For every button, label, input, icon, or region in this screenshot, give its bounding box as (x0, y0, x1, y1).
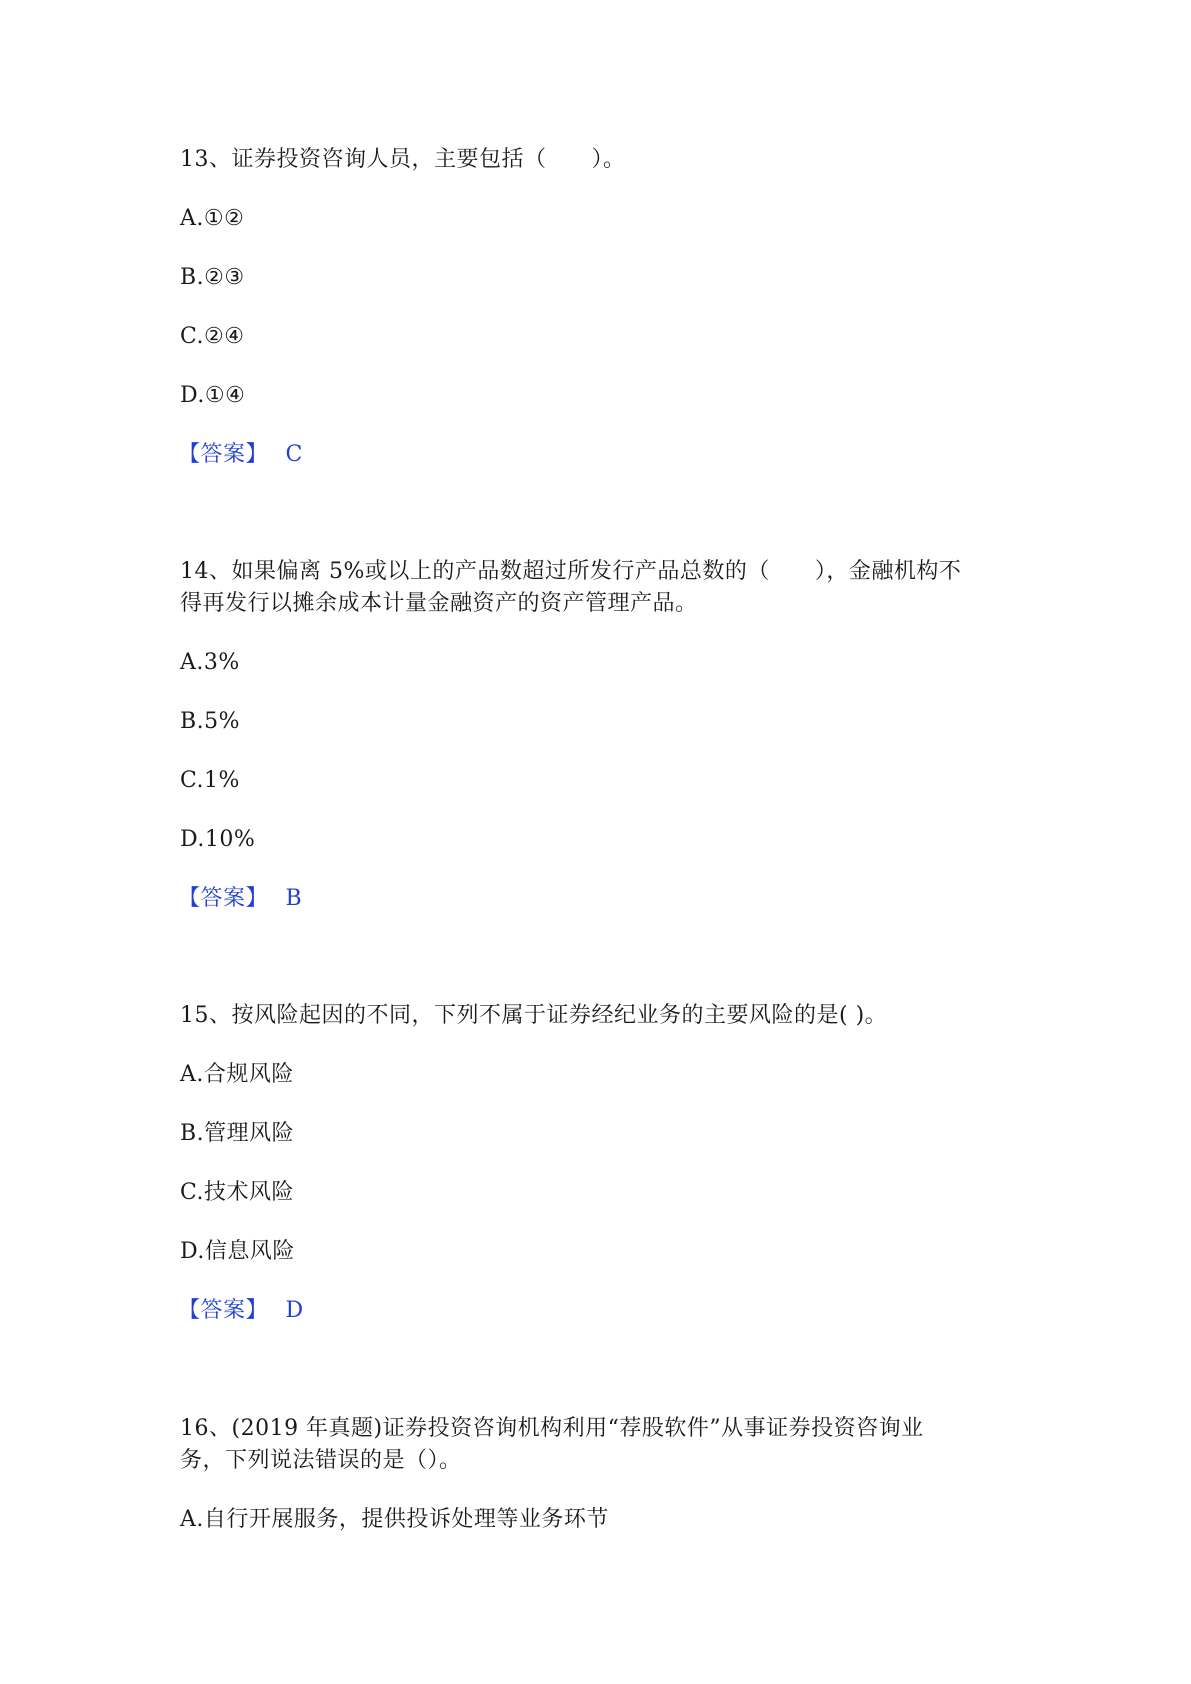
question-13-answer (178, 439, 303, 471)
answer-label: 【答案】 (178, 442, 269, 467)
question-15-answer (178, 1295, 304, 1327)
question-14-option-d: D.10% (180, 827, 256, 852)
answer-value: C (285, 442, 303, 467)
question-14-stem-line-1: 14、如果偏离 5%或以上的产品数超过所发行产品总数的（ ），金融机构不 (180, 559, 962, 584)
answer-label: 【答案】 (178, 886, 269, 911)
question-13-option-b: B.②③ (180, 265, 245, 290)
question-16-option-a: A.自行开展服务，提供投诉处理等业务环节 (180, 1507, 609, 1532)
answer-value: B (285, 886, 303, 911)
question-16-stem-line-2: 务，下列说法错误的是（）。 (180, 1448, 462, 1473)
question-13-option-a: A.①② (180, 206, 245, 231)
question-15-stem: 15、按风险起因的不同，下列不属于证券经纪业务的主要风险的是( )。 (180, 1003, 888, 1028)
answer-value: D (285, 1298, 304, 1323)
question-14-option-b: B.5% (180, 709, 241, 734)
question-14-option-c: C.1% (180, 768, 240, 793)
question-14-option-a: A.3% (180, 650, 240, 675)
question-15-option-a: A.合规风险 (180, 1062, 294, 1087)
question-16-stem-line-1: 16、(2019 年真题)证券投资咨询机构利用“荐股软件”从事证券投资咨询业 (180, 1416, 924, 1441)
question-13-option-c: C.②④ (180, 324, 245, 349)
question-15-option-b: B.管理风险 (180, 1121, 295, 1146)
question-15-option-c: C.技术风险 (180, 1180, 295, 1205)
question-13-option-d: D.①④ (180, 383, 246, 408)
question-13-stem: 13、证券投资咨询人员，主要包括（ ）。 (180, 147, 626, 172)
answer-label: 【答案】 (178, 1298, 269, 1323)
question-14-stem-line-2: 得再发行以摊余成本计量金融资产的资产管理产品。 (180, 591, 698, 616)
question-15-option-d: D.信息风险 (180, 1239, 295, 1264)
question-14-answer (178, 883, 302, 915)
